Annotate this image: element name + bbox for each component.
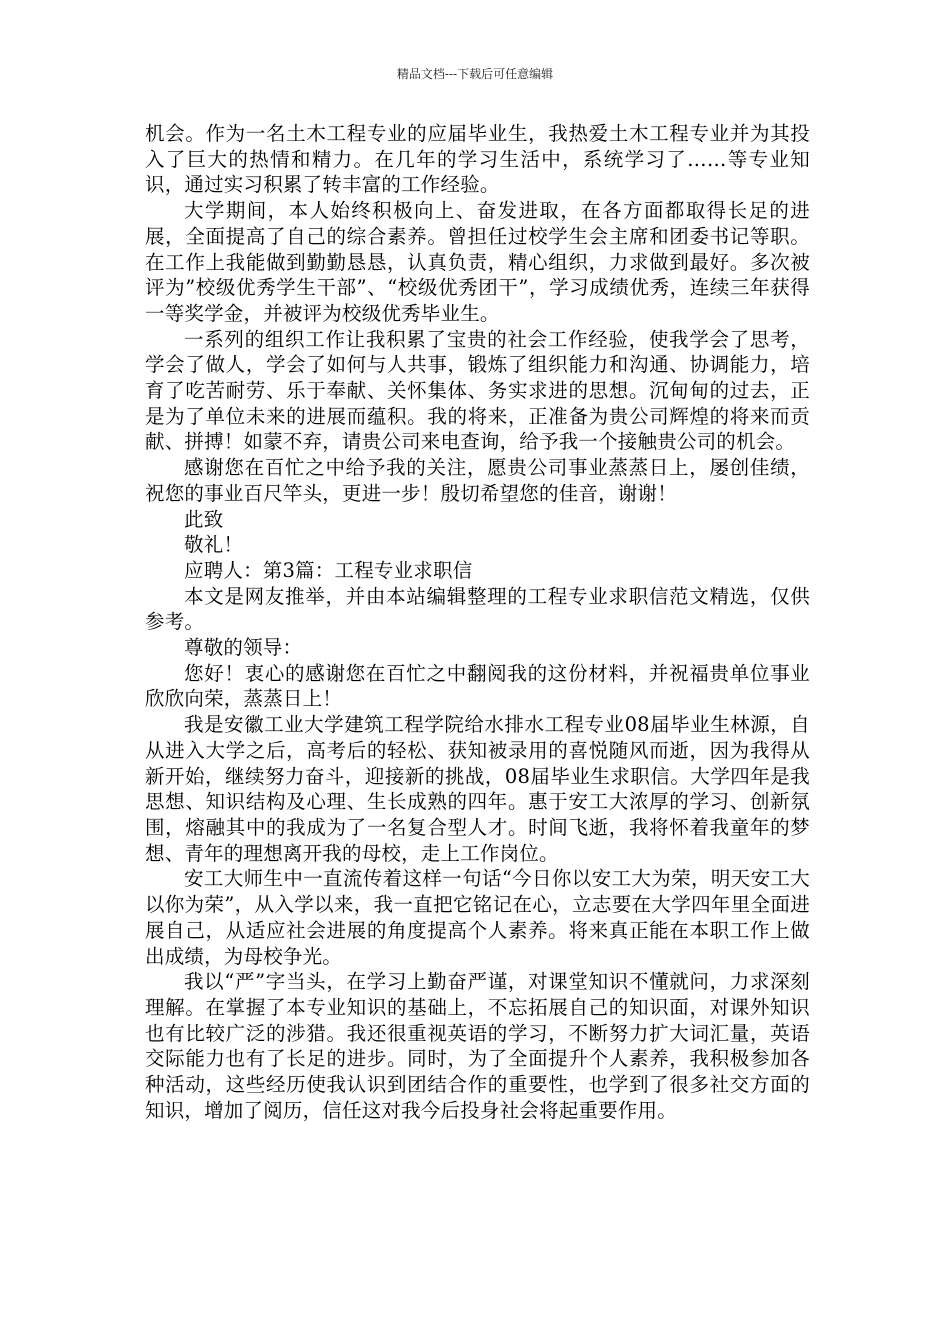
paragraph-2: 大学期间，本人始终积极向上、奋发进取，在各方面都取得长足的进展，全面提高了自己的综合素养。曾担任过校学生会主席和团委书记等职。在工作上我能做到勤勤恳恳，认真负责，精心组织，力求做到最好。多次被评为”校级优秀学生干部”、“校级优秀团干”，学习成绩优秀，连续三年获得一等奖学金，并被评为校级优秀毕业生。 — [145, 199, 810, 325]
document-body — [145, 121, 810, 1123]
closing-greeting: 此致 — [184, 507, 224, 531]
salutation: 尊敬的领导： — [184, 636, 303, 660]
applicant-line: 应聘人：第3篇：工程专业求职信 — [184, 558, 473, 582]
page-header: 精品文档---下载后可任意编辑 — [396, 67, 554, 81]
paragraph-motto: 安工大师生中一直流传着这样一句话“今日你以安工大为荣，明天安工大以你为荣”，从入学以来，我一直把它铭记在心，立志要在大学四年里全面进展自己，从适应社会进展的角度提高个人素养。将来真正能在本职工作上做出成绩，为母校争光。 — [145, 867, 810, 968]
paragraph-study: 我以“严”字当头，在学习上勤奋严谨，对课堂知识不懂就问，力求深刻理解。在掌握了本专业知识的基础上，不忘拓展自己的知识面，对课外知识也有比较广泛的涉猎。我还很重视英语的学习，不断努力扩大词汇量，英语交际能力也有了长足的进步。同时，为了全面提升个人素养，我积极参加各种活动，这些经历使我认识到团结合作的重要性，也学到了很多社交方面的知识，增加了阅历，信任这对我今后投身社会将起重要作用。 — [145, 970, 810, 1122]
paragraph-4: 感谢您在百忙之中给予我的关注，愿贵公司事业蒸蒸日上，屡创佳绩，祝您的事业百尺竿头，更进一步！殷切希望您的佳音，谢谢！ — [145, 456, 810, 505]
paragraph-3: 一系列的组织工作让我积累了宝贵的社会工作经验，使我学会了思考，学会了做人，学会了如何与人共事，锻炼了组织能力和沟通、协调能力，培育了吃苦耐劳、乐于奉献、关怀集体、务实求进的思想。沉甸甸的过去，正是为了单位未来的进展而蕴积。我的将来，正准备为贵公司辉煌的将来而贡献、拼搏！如蒙不弃，请贵公司来电查询，给予我一个接触贵公司的机会。 — [145, 327, 810, 454]
paragraph-background: 我是安徽工业大学建筑工程学院给水排水工程专业08届毕业生林源，自从进入大学之后，高考后的轻松、获知被录用的喜悦随风而逝，因为我得从新开始，继续努力奋斗，迎接新的挑战，08届毕业生求职信。大学四年是我思想、知识结构及心理、生长成熟的四年。惠于安工大浓厚的学习、创新氛围，熔融其中的我成为了一名复合型人才。时间飞逝，我将怀着我童年的梦想、青年的理想离开我的母校，走上工作岗位。 — [145, 713, 810, 865]
paragraph-greeting: 您好！衷心的感谢您在百忙之中翻阅我的这份材料，并祝福贵单位事业欣欣向荣，蒸蒸日上！ — [145, 661, 810, 711]
paragraph-1: 机会。作为一名土木工程专业的应届毕业生，我热爱土木工程专业并为其投入了巨大的热情和精力。在几年的学习生活中，系统学习了……等专业知识，通过实习积累了转丰富的工作经验。 — [145, 122, 810, 197]
closing-salute: 敬礼！ — [184, 533, 244, 557]
article-intro: 本文是网友推举，并由本站编辑整理的工程专业求职信范文精选，仅供参考。 — [145, 584, 810, 634]
